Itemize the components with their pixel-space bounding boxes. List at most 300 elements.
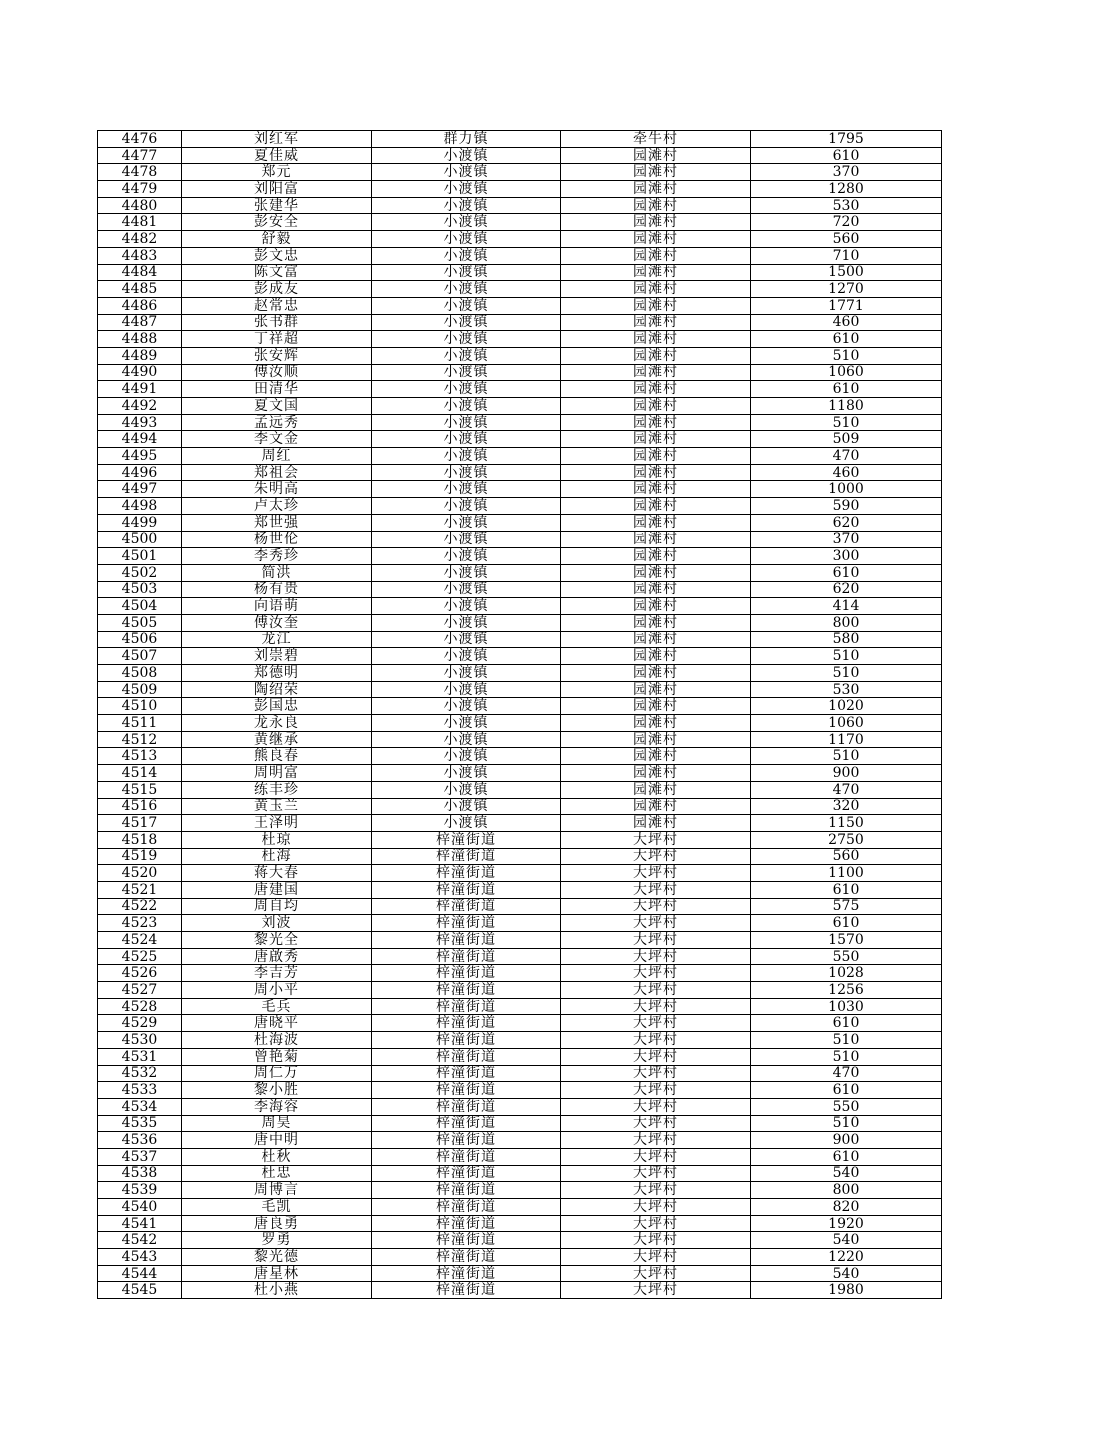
town-cell: 梓潼街道 <box>372 1082 561 1099</box>
name-cell: 刘崇碧 <box>182 648 372 665</box>
village-cell: 园滩村 <box>561 197 751 214</box>
amount-cell: 530 <box>751 681 942 698</box>
table-row <box>98 965 942 982</box>
name-cell: 郑祖会 <box>182 464 372 481</box>
name-cell: 蒋大春 <box>182 865 372 882</box>
table-row <box>98 715 942 732</box>
amount-cell: 2750 <box>751 831 942 848</box>
row-number-cell: 4522 <box>98 898 182 915</box>
village-cell: 园滩村 <box>561 398 751 415</box>
row-number-cell: 4500 <box>98 531 182 548</box>
amount-cell: 1220 <box>751 1249 942 1266</box>
amount-cell: 510 <box>751 1032 942 1049</box>
amount-cell: 470 <box>751 1065 942 1082</box>
table-row <box>98 1082 942 1099</box>
row-number-cell: 4515 <box>98 781 182 798</box>
row-number-cell: 4531 <box>98 1048 182 1065</box>
village-cell: 大坪村 <box>561 1065 751 1082</box>
town-cell: 梓潼街道 <box>372 848 561 865</box>
town-cell: 小渡镇 <box>372 781 561 798</box>
name-cell: 傅汝顺 <box>182 364 372 381</box>
row-number-cell: 4543 <box>98 1249 182 1266</box>
town-cell: 小渡镇 <box>372 581 561 598</box>
village-cell: 园滩村 <box>561 264 751 281</box>
village-cell: 园滩村 <box>561 531 751 548</box>
name-cell: 杜小燕 <box>182 1282 372 1299</box>
table-row <box>98 998 942 1015</box>
town-cell: 小渡镇 <box>372 147 561 164</box>
town-cell: 小渡镇 <box>372 681 561 698</box>
name-cell: 曾艳菊 <box>182 1048 372 1065</box>
name-cell: 唐良勇 <box>182 1215 372 1232</box>
village-cell: 园滩村 <box>561 431 751 448</box>
table-row <box>98 748 942 765</box>
amount-cell: 580 <box>751 631 942 648</box>
row-number-cell: 4486 <box>98 297 182 314</box>
village-cell: 园滩村 <box>561 748 751 765</box>
amount-cell: 620 <box>751 581 942 598</box>
row-number-cell: 4509 <box>98 681 182 698</box>
row-number-cell: 4537 <box>98 1148 182 1165</box>
village-cell: 大坪村 <box>561 965 751 982</box>
row-number-cell: 4520 <box>98 865 182 882</box>
name-cell: 熊良春 <box>182 748 372 765</box>
name-cell: 李吉芳 <box>182 965 372 982</box>
amount-cell: 300 <box>751 548 942 565</box>
village-cell: 大坪村 <box>561 1032 751 1049</box>
village-cell: 园滩村 <box>561 731 751 748</box>
amount-cell: 610 <box>751 564 942 581</box>
town-cell: 小渡镇 <box>372 514 561 531</box>
town-cell: 小渡镇 <box>372 381 561 398</box>
name-cell: 舒毅 <box>182 231 372 248</box>
row-number-cell: 4495 <box>98 448 182 465</box>
table-row <box>98 1199 942 1216</box>
town-cell: 梓潼街道 <box>372 1165 561 1182</box>
village-cell: 园滩村 <box>561 648 751 665</box>
amount-cell: 1170 <box>751 731 942 748</box>
town-cell: 小渡镇 <box>372 414 561 431</box>
row-number-cell: 4524 <box>98 932 182 949</box>
town-cell: 小渡镇 <box>372 347 561 364</box>
town-cell: 小渡镇 <box>372 648 561 665</box>
row-number-cell: 4529 <box>98 1015 182 1032</box>
town-cell: 梓潼街道 <box>372 1215 561 1232</box>
amount-cell: 509 <box>751 431 942 448</box>
name-cell: 杜海波 <box>182 1032 372 1049</box>
row-number-cell: 4528 <box>98 998 182 1015</box>
town-cell: 小渡镇 <box>372 548 561 565</box>
row-number-cell: 4544 <box>98 1265 182 1282</box>
data-table <box>97 130 942 1299</box>
amount-cell: 610 <box>751 881 942 898</box>
row-number-cell: 4534 <box>98 1098 182 1115</box>
amount-cell: 710 <box>751 247 942 264</box>
amount-cell: 370 <box>751 531 942 548</box>
name-cell: 罗勇 <box>182 1232 372 1249</box>
amount-cell: 510 <box>751 1048 942 1065</box>
table-row <box>98 915 942 932</box>
name-cell: 张建华 <box>182 197 372 214</box>
amount-cell: 1570 <box>751 932 942 949</box>
village-cell: 园滩村 <box>561 314 751 331</box>
name-cell: 唐啟秀 <box>182 948 372 965</box>
town-cell: 梓潼街道 <box>372 948 561 965</box>
amount-cell: 1028 <box>751 965 942 982</box>
town-cell: 小渡镇 <box>372 431 561 448</box>
town-cell: 小渡镇 <box>372 331 561 348</box>
table-row <box>98 865 942 882</box>
row-number-cell: 4533 <box>98 1082 182 1099</box>
amount-cell: 1980 <box>751 1282 942 1299</box>
town-cell: 小渡镇 <box>372 631 561 648</box>
name-cell: 刘阳富 <box>182 181 372 198</box>
row-number-cell: 4508 <box>98 665 182 682</box>
table-row <box>98 1165 942 1182</box>
table-row <box>98 464 942 481</box>
amount-cell: 320 <box>751 798 942 815</box>
town-cell: 梓潼街道 <box>372 1182 561 1199</box>
village-cell: 大坪村 <box>561 865 751 882</box>
row-number-cell: 4479 <box>98 181 182 198</box>
amount-cell: 510 <box>751 648 942 665</box>
village-cell: 大坪村 <box>561 948 751 965</box>
amount-cell: 610 <box>751 1015 942 1032</box>
name-cell: 唐建国 <box>182 881 372 898</box>
town-cell: 梓潼街道 <box>372 965 561 982</box>
table-row <box>98 181 942 198</box>
row-number-cell: 4525 <box>98 948 182 965</box>
row-number-cell: 4498 <box>98 498 182 515</box>
village-cell: 大坪村 <box>561 1182 751 1199</box>
name-cell: 彭成友 <box>182 281 372 298</box>
row-number-cell: 4526 <box>98 965 182 982</box>
name-cell: 张安辉 <box>182 347 372 364</box>
village-cell: 园滩村 <box>561 231 751 248</box>
amount-cell: 510 <box>751 748 942 765</box>
town-cell: 小渡镇 <box>372 531 561 548</box>
table-row <box>98 681 942 698</box>
table-row <box>98 1132 942 1149</box>
village-cell: 园滩村 <box>561 698 751 715</box>
amount-cell: 510 <box>751 414 942 431</box>
village-cell: 园滩村 <box>561 448 751 465</box>
village-cell: 牵牛村 <box>561 131 751 148</box>
row-number-cell: 4541 <box>98 1215 182 1232</box>
row-number-cell: 4477 <box>98 147 182 164</box>
row-number-cell: 4518 <box>98 831 182 848</box>
row-number-cell: 4514 <box>98 765 182 782</box>
town-cell: 梓潼街道 <box>372 831 561 848</box>
town-cell: 小渡镇 <box>372 181 561 198</box>
village-cell: 园滩村 <box>561 581 751 598</box>
name-cell: 周自均 <box>182 898 372 915</box>
town-cell: 梓潼街道 <box>372 915 561 932</box>
village-cell: 园滩村 <box>561 214 751 231</box>
amount-cell: 1795 <box>751 131 942 148</box>
amount-cell: 414 <box>751 598 942 615</box>
table-row <box>98 498 942 515</box>
amount-cell: 370 <box>751 164 942 181</box>
amount-cell: 550 <box>751 948 942 965</box>
row-number-cell: 4497 <box>98 481 182 498</box>
name-cell: 黎小胜 <box>182 1082 372 1099</box>
name-cell: 杨有贵 <box>182 581 372 598</box>
table-row <box>98 698 942 715</box>
town-cell: 小渡镇 <box>372 748 561 765</box>
village-cell: 园滩村 <box>561 181 751 198</box>
amount-cell: 610 <box>751 915 942 932</box>
village-cell: 园滩村 <box>561 498 751 515</box>
table-row <box>98 614 942 631</box>
row-number-cell: 4493 <box>98 414 182 431</box>
row-number-cell: 4502 <box>98 564 182 581</box>
table-row <box>98 1048 942 1065</box>
amount-cell: 610 <box>751 331 942 348</box>
town-cell: 梓潼街道 <box>372 1148 561 1165</box>
name-cell: 唐星林 <box>182 1265 372 1282</box>
name-cell: 傅汝奎 <box>182 614 372 631</box>
row-number-cell: 4491 <box>98 381 182 398</box>
village-cell: 园滩村 <box>561 481 751 498</box>
town-cell: 梓潼街道 <box>372 1115 561 1132</box>
table-row <box>98 314 942 331</box>
amount-cell: 540 <box>751 1165 942 1182</box>
table-row <box>98 948 942 965</box>
table-row <box>98 514 942 531</box>
row-number-cell: 4489 <box>98 347 182 364</box>
table-row <box>98 548 942 565</box>
row-number-cell: 4521 <box>98 881 182 898</box>
town-cell: 小渡镇 <box>372 481 561 498</box>
amount-cell: 1180 <box>751 398 942 415</box>
amount-cell: 560 <box>751 231 942 248</box>
amount-cell: 590 <box>751 498 942 515</box>
table-row <box>98 398 942 415</box>
row-number-cell: 4496 <box>98 464 182 481</box>
town-cell: 小渡镇 <box>372 164 561 181</box>
town-cell: 梓潼街道 <box>372 1065 561 1082</box>
row-number-cell: 4513 <box>98 748 182 765</box>
name-cell: 彭国忠 <box>182 698 372 715</box>
name-cell: 简洪 <box>182 564 372 581</box>
village-cell: 大坪村 <box>561 1132 751 1149</box>
village-cell: 大坪村 <box>561 982 751 999</box>
table-row <box>98 898 942 915</box>
town-cell: 梓潼街道 <box>372 998 561 1015</box>
name-cell: 彭文忠 <box>182 247 372 264</box>
name-cell: 杜忠 <box>182 1165 372 1182</box>
name-cell: 陶绍荣 <box>182 681 372 698</box>
name-cell: 向语萌 <box>182 598 372 615</box>
name-cell: 张书群 <box>182 314 372 331</box>
table-row <box>98 364 942 381</box>
village-cell: 大坪村 <box>561 1048 751 1065</box>
village-cell: 大坪村 <box>561 1082 751 1099</box>
town-cell: 梓潼街道 <box>372 982 561 999</box>
town-cell: 小渡镇 <box>372 247 561 264</box>
village-cell: 园滩村 <box>561 614 751 631</box>
town-cell: 梓潼街道 <box>372 898 561 915</box>
name-cell: 周小平 <box>182 982 372 999</box>
row-number-cell: 4481 <box>98 214 182 231</box>
name-cell: 练丰珍 <box>182 781 372 798</box>
table-row <box>98 1098 942 1115</box>
row-number-cell: 4494 <box>98 431 182 448</box>
row-number-cell: 4511 <box>98 715 182 732</box>
table-row <box>98 781 942 798</box>
amount-cell: 1060 <box>751 715 942 732</box>
name-cell: 杜海 <box>182 848 372 865</box>
village-cell: 园滩村 <box>561 598 751 615</box>
table-row <box>98 1249 942 1266</box>
town-cell: 小渡镇 <box>372 264 561 281</box>
name-cell: 李文金 <box>182 431 372 448</box>
village-cell: 大坪村 <box>561 898 751 915</box>
table-row <box>98 431 942 448</box>
name-cell: 毛凯 <box>182 1199 372 1216</box>
amount-cell: 800 <box>751 1182 942 1199</box>
town-cell: 小渡镇 <box>372 698 561 715</box>
table-row <box>98 1282 942 1299</box>
name-cell: 卢太珍 <box>182 498 372 515</box>
village-cell: 大坪村 <box>561 1165 751 1182</box>
amount-cell: 610 <box>751 381 942 398</box>
row-number-cell: 4488 <box>98 331 182 348</box>
table-row <box>98 164 942 181</box>
name-cell: 杜琼 <box>182 831 372 848</box>
village-cell: 大坪村 <box>561 1232 751 1249</box>
row-number-cell: 4478 <box>98 164 182 181</box>
amount-cell: 610 <box>751 147 942 164</box>
name-cell: 唐晓平 <box>182 1015 372 1032</box>
village-cell: 园滩村 <box>561 164 751 181</box>
amount-cell: 510 <box>751 1115 942 1132</box>
amount-cell: 550 <box>751 1098 942 1115</box>
name-cell: 周博言 <box>182 1182 372 1199</box>
row-number-cell: 4519 <box>98 848 182 865</box>
amount-cell: 1500 <box>751 264 942 281</box>
town-cell: 小渡镇 <box>372 364 561 381</box>
town-cell: 梓潼街道 <box>372 881 561 898</box>
village-cell: 大坪村 <box>561 881 751 898</box>
name-cell: 夏佳威 <box>182 147 372 164</box>
name-cell: 黎光德 <box>182 1249 372 1266</box>
village-cell: 园滩村 <box>561 564 751 581</box>
amount-cell: 820 <box>751 1199 942 1216</box>
row-number-cell: 4487 <box>98 314 182 331</box>
amount-cell: 1100 <box>751 865 942 882</box>
table-row <box>98 598 942 615</box>
table-row <box>98 531 942 548</box>
table-row <box>98 197 942 214</box>
village-cell: 园滩村 <box>561 147 751 164</box>
table-row <box>98 765 942 782</box>
village-cell: 园滩村 <box>561 464 751 481</box>
name-cell: 田清华 <box>182 381 372 398</box>
row-number-cell: 4485 <box>98 281 182 298</box>
village-cell: 园滩村 <box>561 665 751 682</box>
town-cell: 小渡镇 <box>372 765 561 782</box>
town-cell: 梓潼街道 <box>372 1048 561 1065</box>
row-number-cell: 4510 <box>98 698 182 715</box>
table-row <box>98 1215 942 1232</box>
village-cell: 园滩村 <box>561 414 751 431</box>
table-row <box>98 481 942 498</box>
row-number-cell: 4545 <box>98 1282 182 1299</box>
village-cell: 园滩村 <box>561 514 751 531</box>
table-row <box>98 731 942 748</box>
town-cell: 梓潼街道 <box>372 1032 561 1049</box>
table-row <box>98 631 942 648</box>
amount-cell: 1920 <box>751 1215 942 1232</box>
table-row <box>98 815 942 832</box>
row-number-cell: 4482 <box>98 231 182 248</box>
row-number-cell: 4516 <box>98 798 182 815</box>
row-number-cell: 4536 <box>98 1132 182 1149</box>
amount-cell: 900 <box>751 1132 942 1149</box>
row-number-cell: 4505 <box>98 614 182 631</box>
village-cell: 大坪村 <box>561 1199 751 1216</box>
village-cell: 园滩村 <box>561 364 751 381</box>
row-number-cell: 4476 <box>98 131 182 148</box>
amount-cell: 560 <box>751 848 942 865</box>
town-cell: 小渡镇 <box>372 297 561 314</box>
amount-cell: 610 <box>751 1082 942 1099</box>
table-row <box>98 831 942 848</box>
town-cell: 梓潼街道 <box>372 1132 561 1149</box>
town-cell: 梓潼街道 <box>372 1098 561 1115</box>
amount-cell: 1000 <box>751 481 942 498</box>
village-cell: 大坪村 <box>561 915 751 932</box>
row-number-cell: 4503 <box>98 581 182 598</box>
town-cell: 梓潼街道 <box>372 1232 561 1249</box>
table-row <box>98 1115 942 1132</box>
amount-cell: 620 <box>751 514 942 531</box>
amount-cell: 1150 <box>751 815 942 832</box>
village-cell: 大坪村 <box>561 932 751 949</box>
village-cell: 园滩村 <box>561 815 751 832</box>
name-cell: 陈文富 <box>182 264 372 281</box>
row-number-cell: 4540 <box>98 1199 182 1216</box>
table-body <box>98 131 942 1299</box>
row-number-cell: 4480 <box>98 197 182 214</box>
name-cell: 李秀珍 <box>182 548 372 565</box>
name-cell: 周仁万 <box>182 1065 372 1082</box>
village-cell: 大坪村 <box>561 848 751 865</box>
table-row <box>98 131 942 148</box>
table-row <box>98 331 942 348</box>
name-cell: 毛兵 <box>182 998 372 1015</box>
table-row <box>98 1182 942 1199</box>
table-row <box>98 448 942 465</box>
table-row <box>98 264 942 281</box>
name-cell: 刘红军 <box>182 131 372 148</box>
amount-cell: 610 <box>751 1148 942 1165</box>
row-number-cell: 4532 <box>98 1065 182 1082</box>
village-cell: 大坪村 <box>561 1215 751 1232</box>
row-number-cell: 4507 <box>98 648 182 665</box>
table-row <box>98 1148 942 1165</box>
amount-cell: 460 <box>751 464 942 481</box>
row-number-cell: 4527 <box>98 982 182 999</box>
table-row <box>98 414 942 431</box>
town-cell: 梓潼街道 <box>372 865 561 882</box>
name-cell: 周明富 <box>182 765 372 782</box>
row-number-cell: 4517 <box>98 815 182 832</box>
village-cell: 大坪村 <box>561 831 751 848</box>
name-cell: 周红 <box>182 448 372 465</box>
